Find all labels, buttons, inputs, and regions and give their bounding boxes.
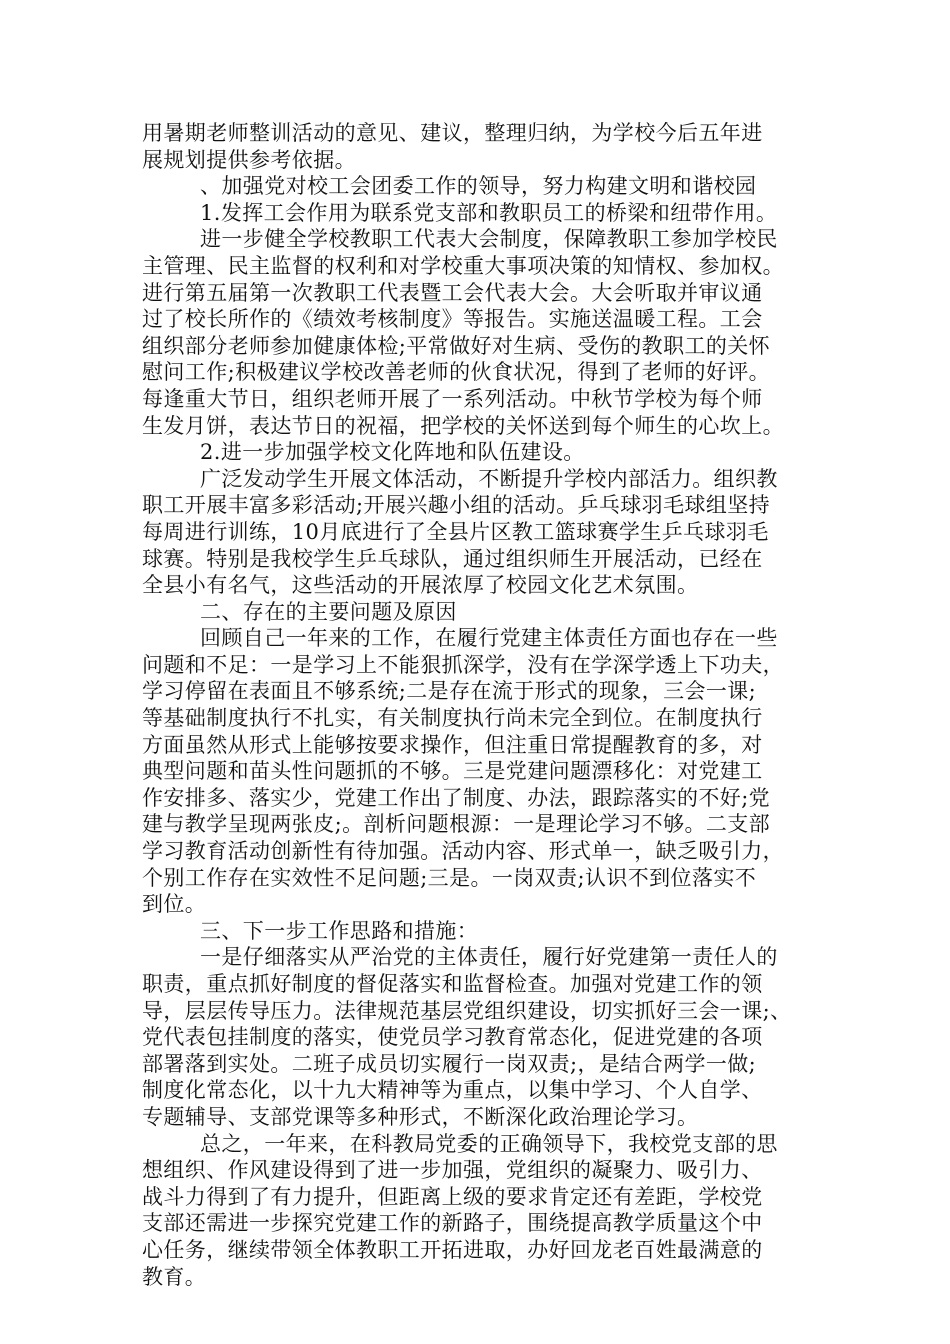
text-line: 进一步健全学校教职工代表大会制度，保障教职工参加学校民 xyxy=(200,227,778,252)
text-line: 等基础制度执行不扎实，有关制度执行尚未完全到位。在制度执行 xyxy=(142,706,763,731)
text-line: 一是仔细落实从严治党的主体责任，履行好党建第一责任人的 xyxy=(200,945,778,970)
text-line: 到位。 xyxy=(142,892,207,917)
text-line: 总之，一年来，在科教局党委的正确领导下，我校党支部的思 xyxy=(200,1131,778,1156)
text-line: 1.发挥工会作用为联系党支部和教职员工的桥梁和纽带作用。 xyxy=(200,200,778,225)
text-line: 每周进行训练，10月底进行了全县片区教工篮球赛学生乒乓球羽毛 xyxy=(142,519,769,544)
text-line: 全县小有名气，这些活动的开展浓厚了校园文化艺术氛围。 xyxy=(142,573,699,598)
text-line: 学习停留在表面且不够系统;二是存在流于形式的现象，三会一课; xyxy=(142,679,757,704)
document-body xyxy=(142,120,822,1290)
text-line: 二、存在的主要问题及原因 xyxy=(200,599,457,624)
text-line: 部署落到实处。二班子成员切实履行一岗双责;，是结合两学一做; xyxy=(142,1051,757,1076)
text-line: 主管理、民主监督的权利和对学校重大事项决策的知情权、参加权。 xyxy=(142,253,784,278)
text-line: 球赛。特别是我校学生乒乓球队，通过组织师生开展活动，已经在 xyxy=(142,546,763,571)
text-line: 展规划提供参考依据。 xyxy=(142,147,356,172)
text-line: 典型问题和苗头性问题抓的不够。三是党建问题漂移化：对党建工 xyxy=(142,759,763,784)
text-line: 职工开展丰富多彩活动;开展兴趣小组的活动。乒乓球羽毛球组坚持 xyxy=(142,493,771,518)
text-line: 教育。 xyxy=(142,1264,207,1289)
text-line: 2.进一步加强学校文化阵地和队伍建设。 xyxy=(200,440,585,465)
text-line: 慰问工作;积极建议学校改善老师的伙食状况，得到了老师的好评。 xyxy=(142,360,771,385)
text-line: 方面虽然从形式上能够按要求操作，但注重日常提醒教育的多，对 xyxy=(142,732,763,757)
text-line: 战斗力得到了有力提升，但距离上级的要求肯定还有差距，学校党 xyxy=(142,1184,763,1209)
text-line: 建与教学呈现两张皮;。剖析问题根源：一是理论学习不够。二支部 xyxy=(142,812,771,837)
text-line: 支部还需进一步探究党建工作的新路子，围绕提高教学质量这个中 xyxy=(142,1211,763,1236)
text-line: 三、下一步工作思路和措施： xyxy=(200,918,479,943)
text-line: 过了校长所作的《绩效考核制度》等报告。实施送温暖工程。工会 xyxy=(142,307,763,332)
text-line: 组织部分老师参加健康体检;平常做好对生病、受伤的教职工的关怀 xyxy=(142,333,771,358)
text-line: 每逢重大节日，组织老师开展了一系列活动。中秋节学校为每个师 xyxy=(142,386,763,411)
text-line: 、加强党对校工会团委工作的领导，努力构建文明和谐校园 xyxy=(200,174,757,199)
text-line: 心任务，继续带领全体教职工开拓进取，办好回龙老百姓最满意的 xyxy=(142,1237,763,1262)
text-line: 问题和不足：一是学习上不能狠抓深学，没有在学深学透上下功夫， xyxy=(142,652,784,677)
text-line: 学习教育活动创新性有待加强。活动内容、形式单一，缺乏吸引力， xyxy=(142,839,784,864)
text-line: 用暑期老师整训活动的意见、建议，整理归纳，为学校今后五年进 xyxy=(142,121,763,145)
text-line: 生发月饼，表达节日的祝福，把学校的关怀送到每个师生的心坎上。 xyxy=(142,413,784,438)
text-line: 专题辅导、支部党课等多种形式，不断深化政治理论学习。 xyxy=(142,1104,699,1129)
text-line: 导，层层传导压力。法律规范基层党组织建设，切实抓好三会一课;、 xyxy=(142,998,792,1023)
text-line: 进行第五届第一次教职工代表暨工会代表大会。大会听取并审议通 xyxy=(142,280,763,305)
text-line: 广泛发动学生开展文体活动，不断提升学校内部活力。组织教 xyxy=(200,466,778,491)
text-line: 职责，重点抓好制度的督促落实和监督检查。加强对党建工作的领 xyxy=(142,972,763,996)
text-line: 想组织、作风建设得到了进一步加强，党组织的凝聚力、吸引力、 xyxy=(142,1158,763,1183)
text-line: 党代表包挂制度的落实，使党员学习教育常态化，促进党建的各项 xyxy=(142,1025,763,1050)
text-line: 制度化常态化，以十九大精神等为重点，以集中学习、个人自学、 xyxy=(142,1078,763,1103)
text-line: 个别工作存在实效性不足问题;三是。一岗双责;认识不到位落实不 xyxy=(142,865,757,890)
text-line: 回顾自己一年来的工作，在履行党建主体责任方面也存在一些 xyxy=(200,626,778,651)
text-line: 作安排多、落实少，党建工作出了制度、办法，跟踪落实的不好;党 xyxy=(142,785,771,810)
